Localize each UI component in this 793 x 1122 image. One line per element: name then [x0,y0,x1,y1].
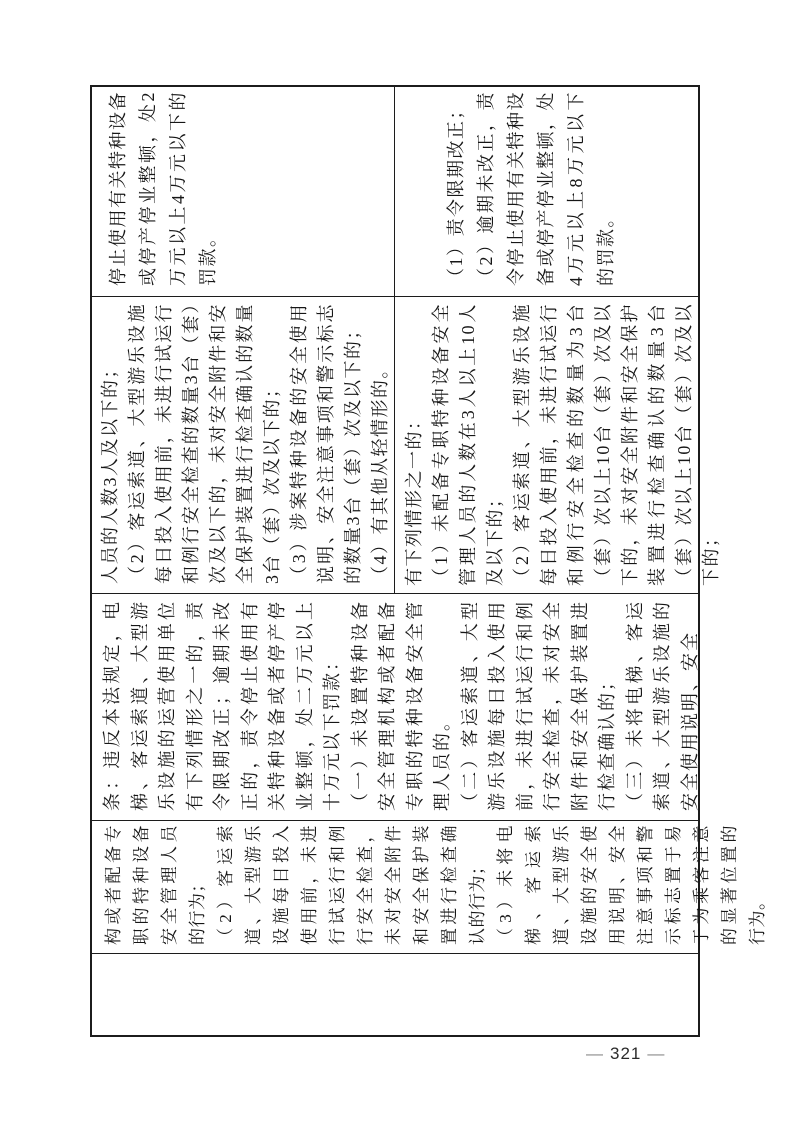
table-cell-penalty-row1 [92,87,395,296]
paragraph: （1）未配备专职特种设备安全管理人员的人数在3人以上10人及以下的； [431,303,505,586]
table-column-circumstances [92,296,721,593]
table-cell-violation-acts [92,820,767,953]
table-cell-circumstances-row2 [395,297,725,593]
table-cell-legal-basis [92,593,698,820]
paragraph: （3）未将电梯、客运索道、大型游乐设施的安全使用说明、安全注意事项和警示标志置于易于为乘客注意的显著位置的行为。 [496,825,767,945]
paragraph: 人员的人数3人及以下的； [100,359,120,584]
paragraph: （2）客运索道、大型游乐设施每日投入使用前，未进行试运行和例行安全检查，未对安全附件和安全保护装置进行检查确认的行为； [216,825,487,945]
paragraph: （4）有其他从轻情形的。 [370,359,390,584]
paragraph: （1）责令限期改正； [446,100,466,286]
paragraph: （2）客运索道、大型游乐设施每日投入使用前，未进行试运行和例行安全检查的数量3台（套）次及以下的，未对安全附件和安全保护装置进行检查确认的数量3台（套）次及以下的； [127,303,282,584]
paragraph: （二）客运索道、大型游乐设施每日投入使用前，未进行试运行和例行安全检查，未对安全附件和安全保护装置进行检查确认的； [459,600,617,811]
paragraph: 构或者配备专职的特种设备安全管理人员的行为； [104,825,207,945]
paragraph: （一）未设置特种设备安全管理机构或者配备专职的特种设备安全管理人员的。 [349,600,452,811]
page-number-dash-right: — [647,1044,666,1063]
penalty-table [90,85,767,1037]
table-column-penalty-standard [92,87,698,296]
paragraph: （三）未将电梯、客运索道、大型游乐设施的安全使用说明、安全 [624,600,700,811]
page-number-dash-left: — [586,1044,604,1063]
paragraph: （3）涉案特种设备的安全使用说明、安全注意事项和警示标志的数量3台（套）次及以下的； [289,303,363,584]
paragraph: 有下列情形之一的： [404,410,424,586]
page-number-value: 321 [610,1044,642,1063]
table-cell-circumstances-row1 [92,297,395,593]
page-number [580,1044,671,1064]
table-cell-penalty-row2 [395,87,698,296]
paragraph: （2）逾期未改正，责令停止使用有关特种设备或停产停业整顿，处4万元以上8万元以下的罚款。 [476,91,616,286]
paragraph: 条：违反本法规定，电梯、客运索道、大型游乐设施的运营使用单位有下列情形之一的，责令限期改正；逾期未改正的，责令停止使用有关特种设备或者停产停业整顿，处二万元以上十万元以下罚款： [102,600,342,811]
paragraph: （2）客运索道、大型游乐设施每日投入使用前，未进行试运行和例行安全检查的数量为3台（套）次以上10台（套）次及以下的，未对安全附件和安全保护装置进行检查确认的数量3台（套）次以上10台（套）次及以下的； [512,303,721,586]
table-cell-empty [92,953,698,1035]
paragraph: 停止使用有关特种设备或停产停业整顿，处2万元以上4万元以下的罚款。 [108,91,218,286]
